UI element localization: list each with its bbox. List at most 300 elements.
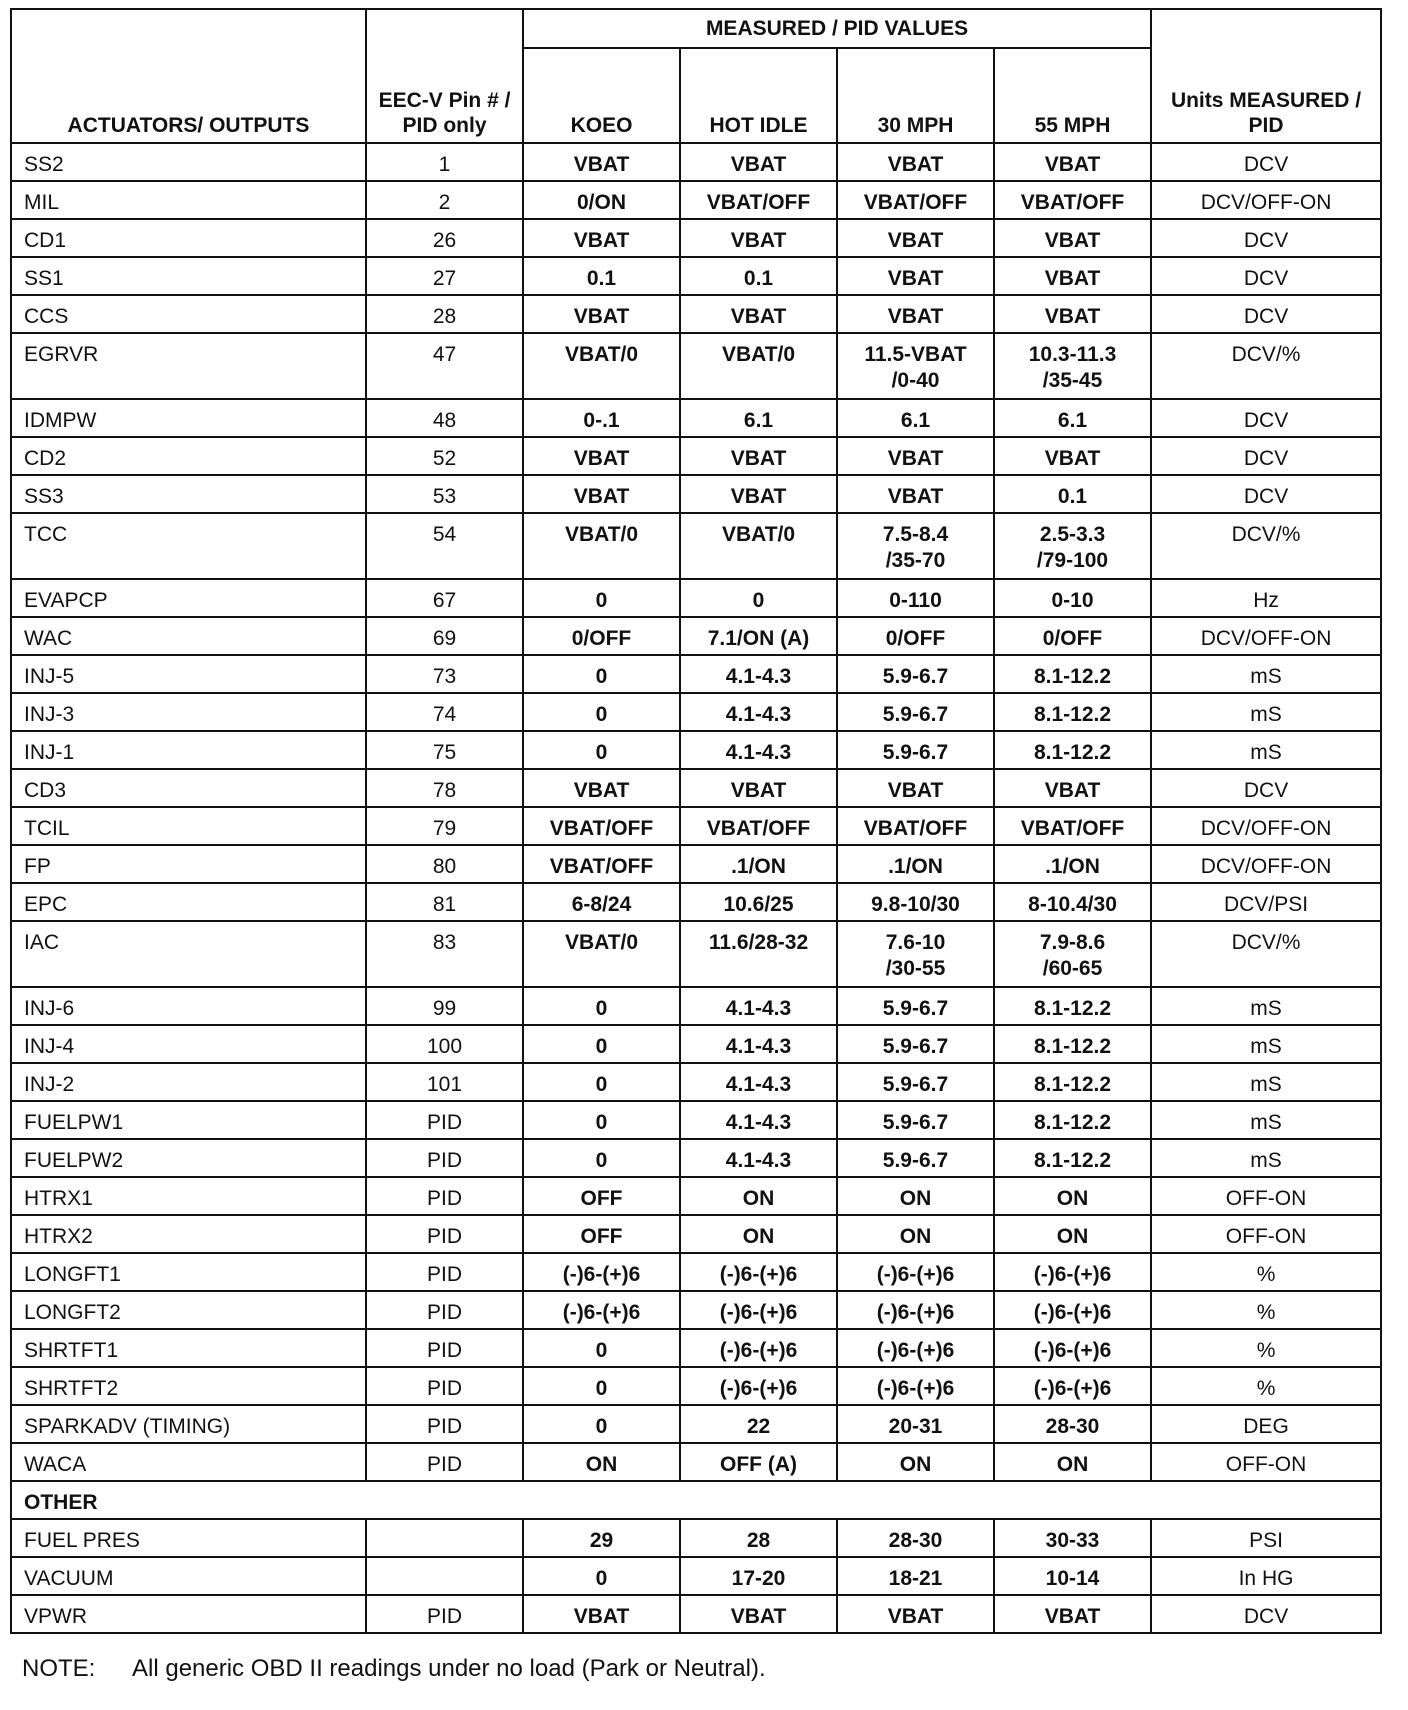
cell-units: DCV/OFF-ON [1151,845,1381,883]
cell-hot-idle: 0 [680,579,837,617]
cell-55-mph: 8.1-12.2 [994,1101,1151,1139]
table-row [11,921,1381,987]
header-hot-idle: HOT IDLE [680,48,837,143]
cell-units: DCV [1151,295,1381,333]
cell-30-mph: 7.5-8.4 /35-70 [837,513,994,579]
cell-actuator: WACA [11,1443,366,1481]
cell-hot-idle: VBAT [680,143,837,181]
cell-actuator: WAC [11,617,366,655]
cell-koeo: VBAT [523,769,680,807]
cell-koeo: VBAT [523,475,680,513]
cell-pin [366,1519,523,1557]
cell-units: Hz [1151,579,1381,617]
pid-values-table [10,8,1382,1634]
cell-actuator: IDMPW [11,399,366,437]
cell-pin: 75 [366,731,523,769]
cell-55-mph: VBAT [994,1595,1151,1633]
cell-koeo: OFF [523,1215,680,1253]
cell-pin: 1 [366,143,523,181]
cell-koeo: 0 [523,693,680,731]
table-row [11,807,1381,845]
cell-pin: 81 [366,883,523,921]
cell-pin: PID [366,1101,523,1139]
cell-hot-idle: ON [680,1215,837,1253]
cell-koeo: 0/OFF [523,617,680,655]
cell-30-mph: 11.5-VBAT /0-40 [837,333,994,399]
cell-30-mph: VBAT [837,295,994,333]
cell-hot-idle: VBAT/0 [680,513,837,579]
cell-30-mph: 5.9-6.7 [837,1139,994,1177]
cell-units: DCV/OFF-ON [1151,181,1381,219]
cell-30-mph: VBAT [837,257,994,295]
cell-pin: 78 [366,769,523,807]
cell-koeo: VBAT [523,1595,680,1633]
cell-pin: PID [366,1595,523,1633]
cell-55-mph: VBAT [994,143,1151,181]
cell-30-mph: ON [837,1215,994,1253]
cell-hot-idle: VBAT [680,437,837,475]
cell-30-mph: VBAT/OFF [837,181,994,219]
cell-hot-idle: VBAT [680,475,837,513]
table-row [11,617,1381,655]
cell-hot-idle: 4.1-4.3 [680,731,837,769]
cell-30-mph: 5.9-6.7 [837,987,994,1025]
table-row [11,475,1381,513]
cell-30-mph: 6.1 [837,399,994,437]
cell-pin: 83 [366,921,523,987]
cell-30-mph: 0/OFF [837,617,994,655]
cell-hot-idle: VBAT [680,769,837,807]
cell-hot-idle: .1/ON [680,845,837,883]
cell-hot-idle: ON [680,1177,837,1215]
cell-55-mph: ON [994,1215,1151,1253]
cell-30-mph: 5.9-6.7 [837,655,994,693]
cell-hot-idle: VBAT [680,219,837,257]
cell-pin: 101 [366,1063,523,1101]
cell-actuator: INJ-6 [11,987,366,1025]
cell-koeo: 0 [523,1025,680,1063]
cell-actuator: EPC [11,883,366,921]
cell-units: OFF-ON [1151,1177,1381,1215]
cell-units: DCV [1151,769,1381,807]
cell-55-mph: 8.1-12.2 [994,693,1151,731]
table-row [11,257,1381,295]
table-row [11,987,1381,1025]
cell-actuator: FP [11,845,366,883]
cell-actuator: INJ-5 [11,655,366,693]
cell-actuator: SS1 [11,257,366,295]
table-row [11,655,1381,693]
cell-55-mph: 8.1-12.2 [994,655,1151,693]
cell-pin: PID [366,1215,523,1253]
cell-pin: PID [366,1177,523,1215]
cell-hot-idle: (-)6-(+)6 [680,1329,837,1367]
cell-actuator: SHRTFT2 [11,1367,366,1405]
cell-30-mph: ON [837,1177,994,1215]
cell-30-mph: 7.6-10 /30-55 [837,921,994,987]
cell-actuator: VPWR [11,1595,366,1633]
cell-koeo: VBAT [523,219,680,257]
cell-30-mph: VBAT [837,219,994,257]
cell-hot-idle: 22 [680,1405,837,1443]
cell-actuator: FUEL PRES [11,1519,366,1557]
table-row [11,399,1381,437]
table-row [11,1177,1381,1215]
table-row [11,1215,1381,1253]
cell-pin: PID [366,1367,523,1405]
cell-pin: 99 [366,987,523,1025]
cell-koeo: 0/ON [523,181,680,219]
cell-actuator: EGRVR [11,333,366,399]
cell-pin: 74 [366,693,523,731]
header-pin: EEC-V Pin # / PID only [366,9,523,143]
cell-55-mph: 8.1-12.2 [994,1025,1151,1063]
cell-55-mph: VBAT [994,295,1151,333]
table-row [11,1443,1381,1481]
cell-koeo: VBAT/0 [523,333,680,399]
cell-30-mph: 20-31 [837,1405,994,1443]
cell-55-mph: 8.1-12.2 [994,731,1151,769]
cell-actuator: HTRX1 [11,1177,366,1215]
cell-actuator: TCC [11,513,366,579]
cell-hot-idle: 4.1-4.3 [680,1025,837,1063]
cell-koeo: 0 [523,1329,680,1367]
table-row [11,333,1381,399]
cell-koeo: 0 [523,1139,680,1177]
cell-30-mph: 5.9-6.7 [837,693,994,731]
cell-55-mph: VBAT [994,257,1151,295]
cell-koeo: VBAT/0 [523,921,680,987]
cell-hot-idle: 4.1-4.3 [680,1063,837,1101]
cell-pin: 48 [366,399,523,437]
cell-30-mph: VBAT [837,437,994,475]
cell-55-mph: 28-30 [994,1405,1151,1443]
cell-30-mph: VBAT [837,1595,994,1633]
table-row [11,437,1381,475]
cell-30-mph: (-)6-(+)6 [837,1253,994,1291]
cell-actuator: CCS [11,295,366,333]
cell-30-mph: 5.9-6.7 [837,1025,994,1063]
cell-pin: PID [366,1139,523,1177]
cell-koeo: VBAT/0 [523,513,680,579]
cell-55-mph: VBAT [994,769,1151,807]
table-row [11,143,1381,181]
cell-units: DCV/PSI [1151,883,1381,921]
header-koeo: KOEO [523,48,680,143]
cell-pin: 53 [366,475,523,513]
cell-pin: 100 [366,1025,523,1063]
cell-koeo: 0.1 [523,257,680,295]
header-measured-values: MEASURED / PID VALUES [523,9,1151,48]
cell-actuator: CD3 [11,769,366,807]
cell-30-mph: (-)6-(+)6 [837,1367,994,1405]
cell-actuator: EVAPCP [11,579,366,617]
cell-30-mph: .1/ON [837,845,994,883]
cell-pin: PID [366,1253,523,1291]
table-row [11,845,1381,883]
cell-koeo: VBAT [523,295,680,333]
cell-units: DCV [1151,257,1381,295]
cell-actuator: VACUUM [11,1557,366,1595]
cell-koeo: 0-.1 [523,399,680,437]
cell-55-mph: 7.9-8.6 /60-65 [994,921,1151,987]
cell-55-mph: 10-14 [994,1557,1151,1595]
cell-units: % [1151,1291,1381,1329]
note-text: All generic OBD II readings under no load (Park or Neutral). [132,1655,766,1682]
cell-hot-idle: 6.1 [680,399,837,437]
cell-55-mph: (-)6-(+)6 [994,1367,1151,1405]
pid-values-document [10,8,1380,1682]
cell-koeo: 0 [523,1101,680,1139]
cell-hot-idle: VBAT/OFF [680,807,837,845]
cell-units: % [1151,1253,1381,1291]
cell-units: DCV/% [1151,921,1381,987]
cell-pin: PID [366,1443,523,1481]
cell-actuator: SPARKADV (TIMING) [11,1405,366,1443]
cell-units: mS [1151,1063,1381,1101]
cell-55-mph: .1/ON [994,845,1151,883]
cell-actuator: INJ-1 [11,731,366,769]
cell-30-mph: VBAT [837,769,994,807]
table-row [11,1595,1381,1633]
cell-koeo: ON [523,1443,680,1481]
cell-units: % [1151,1367,1381,1405]
cell-actuator: SS2 [11,143,366,181]
cell-pin: 69 [366,617,523,655]
cell-hot-idle: 4.1-4.3 [680,1101,837,1139]
cell-pin: 2 [366,181,523,219]
cell-30-mph: ON [837,1443,994,1481]
cell-55-mph: 0/OFF [994,617,1151,655]
cell-units: DCV [1151,437,1381,475]
cell-actuator: INJ-3 [11,693,366,731]
cell-units: DCV/OFF-ON [1151,617,1381,655]
cell-units: mS [1151,987,1381,1025]
cell-55-mph: 2.5-3.3 /79-100 [994,513,1151,579]
cell-actuator: INJ-2 [11,1063,366,1101]
cell-actuator: INJ-4 [11,1025,366,1063]
footnote [22,1655,766,1683]
cell-30-mph: 5.9-6.7 [837,731,994,769]
table-row [11,1367,1381,1405]
cell-koeo: VBAT [523,437,680,475]
cell-units: DCV [1151,475,1381,513]
cell-koeo: VBAT [523,143,680,181]
cell-units: DCV [1151,143,1381,181]
section-label-other: OTHER [11,1481,1381,1519]
cell-units: DCV/% [1151,513,1381,579]
cell-55-mph: VBAT [994,437,1151,475]
cell-pin: PID [366,1405,523,1443]
cell-hot-idle: 4.1-4.3 [680,987,837,1025]
section-row-other [11,1481,1381,1519]
cell-units: OFF-ON [1151,1215,1381,1253]
cell-hot-idle: 17-20 [680,1557,837,1595]
cell-pin: PID [366,1291,523,1329]
header-30-mph: 30 MPH [837,48,994,143]
header-55-mph: 55 MPH [994,48,1151,143]
cell-55-mph: (-)6-(+)6 [994,1329,1151,1367]
cell-pin: 54 [366,513,523,579]
cell-hot-idle: 11.6/28-32 [680,921,837,987]
cell-pin: 67 [366,579,523,617]
cell-units: % [1151,1329,1381,1367]
table-row [11,883,1381,921]
table-row [11,1519,1381,1557]
cell-55-mph: (-)6-(+)6 [994,1291,1151,1329]
cell-pin: 80 [366,845,523,883]
cell-hot-idle: (-)6-(+)6 [680,1253,837,1291]
cell-30-mph: (-)6-(+)6 [837,1291,994,1329]
cell-units: mS [1151,655,1381,693]
note-label: NOTE: [22,1655,96,1682]
cell-actuator: SS3 [11,475,366,513]
table-row [11,769,1381,807]
table-row [11,1253,1381,1291]
cell-pin: PID [366,1329,523,1367]
cell-55-mph: 6.1 [994,399,1151,437]
cell-pin: 79 [366,807,523,845]
cell-hot-idle: 4.1-4.3 [680,693,837,731]
cell-koeo: 6-8/24 [523,883,680,921]
cell-30-mph: VBAT [837,143,994,181]
cell-hot-idle: 10.6/25 [680,883,837,921]
cell-actuator: FUELPW2 [11,1139,366,1177]
cell-hot-idle: 28 [680,1519,837,1557]
table-row [11,181,1381,219]
cell-pin: 27 [366,257,523,295]
cell-actuator: HTRX2 [11,1215,366,1253]
cell-koeo: 0 [523,655,680,693]
cell-koeo: 29 [523,1519,680,1557]
cell-30-mph: 18-21 [837,1557,994,1595]
cell-hot-idle: 4.1-4.3 [680,1139,837,1177]
cell-units: mS [1151,1025,1381,1063]
cell-koeo: 0 [523,579,680,617]
cell-actuator: TCIL [11,807,366,845]
cell-30-mph: VBAT [837,475,994,513]
header-actuators: ACTUATORS/ OUTPUTS [11,9,366,143]
cell-30-mph: 5.9-6.7 [837,1101,994,1139]
cell-30-mph: 28-30 [837,1519,994,1557]
table-row [11,295,1381,333]
cell-pin: 26 [366,219,523,257]
cell-pin: 73 [366,655,523,693]
cell-koeo: (-)6-(+)6 [523,1291,680,1329]
cell-koeo: 0 [523,1367,680,1405]
cell-koeo: VBAT/OFF [523,807,680,845]
cell-55-mph: VBAT/OFF [994,807,1151,845]
table-row [11,1405,1381,1443]
cell-pin: 52 [366,437,523,475]
cell-55-mph: (-)6-(+)6 [994,1253,1151,1291]
table-row [11,1025,1381,1063]
cell-koeo: OFF [523,1177,680,1215]
table-row [11,693,1381,731]
cell-koeo: 0 [523,1557,680,1595]
cell-55-mph: 30-33 [994,1519,1151,1557]
cell-hot-idle: VBAT/OFF [680,181,837,219]
cell-units: mS [1151,731,1381,769]
cell-koeo: 0 [523,1405,680,1443]
table-row [11,1101,1381,1139]
cell-actuator: IAC [11,921,366,987]
cell-30-mph: 9.8-10/30 [837,883,994,921]
table-row [11,1063,1381,1101]
cell-units: mS [1151,1101,1381,1139]
cell-units: DCV/% [1151,333,1381,399]
cell-hot-idle: 0.1 [680,257,837,295]
cell-pin: 47 [366,333,523,399]
cell-actuator: LONGFT2 [11,1291,366,1329]
table-row [11,219,1381,257]
table-row [11,579,1381,617]
table-row [11,1329,1381,1367]
cell-55-mph: VBAT/OFF [994,181,1151,219]
cell-actuator: CD2 [11,437,366,475]
table-row [11,513,1381,579]
cell-hot-idle: (-)6-(+)6 [680,1291,837,1329]
cell-units: DCV/OFF-ON [1151,807,1381,845]
cell-hot-idle: VBAT [680,1595,837,1633]
cell-55-mph: 10.3-11.3 /35-45 [994,333,1151,399]
cell-koeo: 0 [523,1063,680,1101]
cell-actuator: CD1 [11,219,366,257]
cell-55-mph: 8.1-12.2 [994,1139,1151,1177]
table-row [11,1557,1381,1595]
cell-hot-idle: OFF (A) [680,1443,837,1481]
cell-koeo: VBAT/OFF [523,845,680,883]
cell-55-mph: 8.1-12.2 [994,1063,1151,1101]
cell-30-mph: (-)6-(+)6 [837,1329,994,1367]
cell-55-mph: ON [994,1443,1151,1481]
cell-units: DCV [1151,1595,1381,1633]
cell-actuator: FUELPW1 [11,1101,366,1139]
cell-hot-idle: 4.1-4.3 [680,655,837,693]
cell-hot-idle: (-)6-(+)6 [680,1367,837,1405]
cell-pin: 28 [366,295,523,333]
cell-units: PSI [1151,1519,1381,1557]
cell-pin [366,1557,523,1595]
cell-hot-idle: VBAT/0 [680,333,837,399]
table-row [11,731,1381,769]
cell-55-mph: VBAT [994,219,1151,257]
cell-hot-idle: 7.1/ON (A) [680,617,837,655]
cell-koeo: 0 [523,987,680,1025]
cell-actuator: SHRTFT1 [11,1329,366,1367]
cell-55-mph: 0.1 [994,475,1151,513]
cell-30-mph: VBAT/OFF [837,807,994,845]
cell-koeo: (-)6-(+)6 [523,1253,680,1291]
cell-55-mph: 8.1-12.2 [994,987,1151,1025]
table-row [11,1291,1381,1329]
cell-actuator: LONGFT1 [11,1253,366,1291]
cell-55-mph: ON [994,1177,1151,1215]
cell-units: DCV [1151,219,1381,257]
table-body [11,143,1381,1633]
cell-koeo: 0 [523,731,680,769]
cell-55-mph: 8-10.4/30 [994,883,1151,921]
cell-units: In HG [1151,1557,1381,1595]
cell-30-mph: 5.9-6.7 [837,1063,994,1101]
table-row [11,1139,1381,1177]
cell-units: DCV [1151,399,1381,437]
cell-actuator: MIL [11,181,366,219]
cell-units: mS [1151,693,1381,731]
cell-units: OFF-ON [1151,1443,1381,1481]
cell-hot-idle: VBAT [680,295,837,333]
cell-55-mph: 0-10 [994,579,1151,617]
